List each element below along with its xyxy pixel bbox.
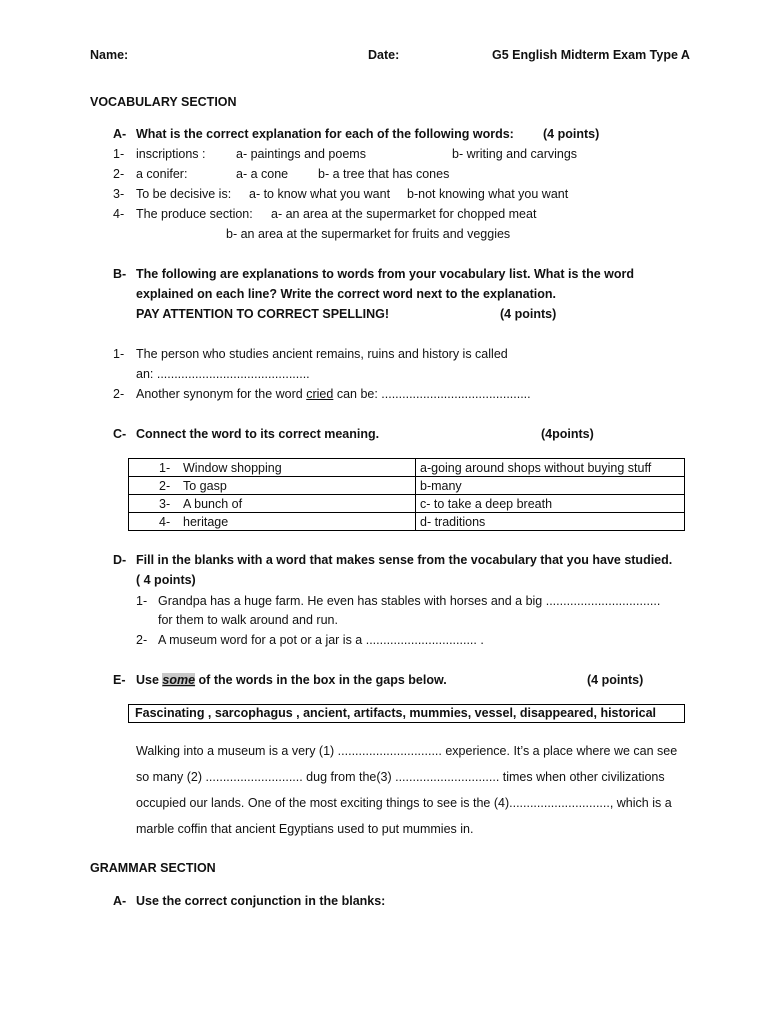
part-a-item-term: The produce section: — [136, 207, 253, 221]
word-box: Fascinating , sarcophagus , ancient, artifacts, mummies, vessel, disappeared, historical — [128, 704, 685, 723]
part-b-item-number: 2- — [113, 387, 125, 401]
part-a-points: (4 points) — [543, 127, 600, 141]
part-b-instruction-line1: The following are explanations to words from your vocabulary list. What is the word — [136, 267, 634, 281]
name-label: Name: — [90, 48, 129, 62]
part-b-item-number: 1- — [113, 347, 125, 361]
table-cell-word — [129, 513, 416, 531]
date-label: Date: — [368, 48, 400, 62]
part-c-points: (4points) — [541, 427, 594, 441]
matching-table — [128, 458, 685, 531]
part-a-item-term: To be decisive is: — [136, 187, 232, 201]
part-b-item2-post: can be: ........................................... — [336, 387, 531, 401]
part-a-item-option-a: a- paintings and poems — [236, 147, 366, 161]
part-b-marker: B- — [113, 267, 127, 281]
part-c-instruction: Connect the word to its correct meaning. — [136, 427, 380, 441]
part-d-points: ( 4 points) — [136, 573, 196, 587]
part-a-instruction: What is the correct explanation for each of the following words: — [136, 127, 514, 141]
part-b-item2-pre: Another synonym for the word — [136, 387, 303, 401]
row-number: 4- — [159, 514, 171, 529]
grammar-part-a-marker: A- — [113, 894, 127, 908]
part-b-item2-word: cried — [306, 387, 334, 401]
table-row — [129, 513, 685, 531]
part-d-item1-line1: Grandpa has a huge farm. He even has stables with horses and a big ................................. — [158, 594, 661, 608]
part-a-item-option-b: b- an area at the supermarket for fruits and veggies — [226, 227, 511, 241]
part-d-item-number: 1- — [136, 594, 148, 608]
row-word: Window shopping — [183, 460, 282, 475]
passage-line: Walking into a museum is a very (1) .............................. experience. It’s a place where we can see — [136, 744, 678, 758]
part-e-instruction — [136, 673, 447, 687]
part-b-item1-line2: an: ............................................ — [136, 367, 310, 381]
table-row — [129, 477, 685, 495]
part-d-item2: A museum word for a pot or a jar is a ................................ . — [158, 633, 484, 647]
passage-line: marble coffin that ancient Egyptians used to put mummies in. — [136, 822, 474, 836]
part-c-marker: C- — [113, 427, 127, 441]
exam-title: G5 English Midterm Exam Type A — [492, 48, 690, 62]
part-e-instruction-post: of the words in the box in the gaps below. — [195, 673, 447, 687]
part-d-item1-line2: for them to walk around and run. — [158, 613, 338, 627]
part-d-marker: D- — [113, 553, 127, 567]
table-cell-meaning: a-going around shops without buying stuff — [416, 459, 685, 477]
part-a-item-number: 3- — [113, 187, 125, 201]
part-a-item-option-b: b-not knowing what you want — [407, 187, 569, 201]
row-word: To gasp — [183, 478, 227, 493]
part-b-instruction-line3: PAY ATTENTION TO CORRECT SPELLING! — [136, 307, 390, 321]
vocabulary-section-title: VOCABULARY SECTION — [90, 95, 237, 109]
grammar-section-title: GRAMMAR SECTION — [90, 861, 216, 875]
row-word: A bunch of — [183, 496, 243, 511]
part-a-marker: A- — [113, 127, 127, 141]
row-number: 3- — [159, 496, 171, 511]
part-a-item-number: 1- — [113, 147, 125, 161]
table-cell-word — [129, 459, 416, 477]
table-cell-meaning: b-many — [416, 477, 685, 495]
table-cell-word — [129, 495, 416, 513]
part-a-item-term: inscriptions : — [136, 147, 206, 161]
grammar-part-a-instruction: Use the correct conjunction in the blanks: — [136, 894, 386, 908]
table-cell-meaning: d- traditions — [416, 513, 685, 531]
row-number: 2- — [159, 478, 171, 493]
row-word: heritage — [183, 514, 229, 529]
row-number: 1- — [159, 460, 171, 475]
part-e-instruction-pre: Use — [136, 673, 159, 687]
table-row — [129, 495, 685, 513]
part-a-item-term: a conifer: — [136, 167, 188, 181]
passage-line: so many (2) ............................ dug from the(3) .............................. times when other civilizations — [136, 770, 665, 784]
part-a-item-number: 4- — [113, 207, 125, 221]
part-b-instruction-line2: explained on each line? Write the correct word next to the explanation. — [136, 287, 556, 301]
part-e-points: (4 points) — [587, 673, 644, 687]
table-cell-meaning: c- to take a deep breath — [416, 495, 685, 513]
part-d-item-number: 2- — [136, 633, 148, 647]
part-a-item-option-b: b- writing and carvings — [452, 147, 578, 161]
part-a-item-option-a: a- a cone — [236, 167, 289, 181]
table-row — [129, 459, 685, 477]
part-d-instruction: Fill in the blanks with a word that makes sense from the vocabulary that you have studied. — [136, 553, 673, 567]
part-b-item1-line1: The person who studies ancient remains, ruins and history is called — [136, 347, 508, 361]
passage-line: occupied our lands. One of the most exciting things to see is the (4)............................., which is a — [136, 796, 672, 810]
table-cell-word — [129, 477, 416, 495]
part-e-emphasis-word: some — [162, 673, 196, 687]
part-a-item-option-a: a- an area at the supermarket for chopped meat — [271, 207, 537, 221]
part-a-item-option-a: a- to know what you want — [249, 187, 391, 201]
part-a-item-number: 2- — [113, 167, 125, 181]
part-a-item-option-b: b- a tree that has cones — [318, 167, 450, 181]
part-b-points: (4 points) — [500, 307, 557, 321]
part-e-marker: E- — [113, 673, 126, 687]
part-b-item2 — [136, 387, 531, 401]
